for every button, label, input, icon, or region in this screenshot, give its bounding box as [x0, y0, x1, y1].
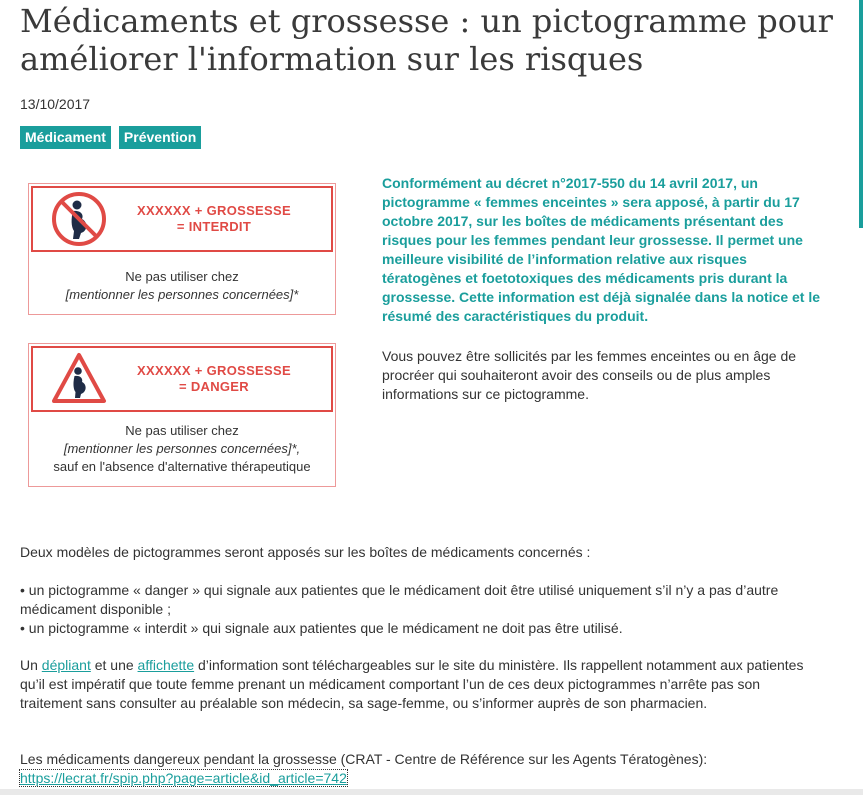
horizontal-scrollbar[interactable] — [0, 789, 863, 795]
text: Un — [20, 657, 42, 673]
pictogram-danger — [28, 343, 336, 487]
pictogram-text-line: [mentionner les personnes concernées]* — [65, 287, 299, 302]
text: d’information sont téléchargeables sur le site du ministère. Ils rappellent notamment aux patientes qu’il est impératif que toute femme prenant un médicament comportant l’un de ces deux pictogrammes n’arrête pas son traitement sans consulter au préalable son médecin, sa sage-femme, ou s’informer auprès de son pharmacien. — [20, 657, 804, 711]
warning-line: = INTERDIT — [176, 219, 252, 234]
bullet-list — [20, 581, 840, 638]
crat-link[interactable]: https://lecrat.fr/spip.php?page=article&id_article=742 — [20, 770, 347, 786]
solicit-paragraph: Vous pouvez être sollicités par les femmes enceintes ou en âge de procréer qui souhaiteront avoir des conseils ou de plus amples informations sur ce pictogramme. — [382, 348, 797, 402]
pictogram-interdit-text — [29, 254, 335, 314]
warning-line: = DANGER — [179, 379, 249, 394]
page-title: Médicaments et grossesse : un pictogramme pour améliorer l'information sur les risques — [20, 2, 833, 78]
pictogram-danger-header — [31, 346, 333, 412]
affichette-link[interactable]: affichette — [137, 657, 195, 673]
documents-paragraph — [20, 656, 820, 713]
pictogram-text-line: Ne pas utiliser chez — [125, 423, 239, 438]
list-item: • un pictogramme « danger » qui signale aux patientes que le médicament doit être utilisé uniquement s’il n’y a pas d’autre médicament disponible ; — [20, 582, 779, 617]
depliant-link[interactable]: dépliant — [41, 657, 91, 673]
tag-list — [20, 126, 201, 149]
crat-text: Les médicaments dangereux pendant la grossesse (CRAT - Centre de Référence sur les Agents Tératogènes): — [20, 751, 708, 767]
pictogram-danger-warning — [107, 363, 331, 395]
warning-line: XXXXXX + GROSSESSE — [137, 363, 291, 378]
text: et une — [90, 657, 138, 673]
models-paragraph: Deux modèles de pictogrammes seront apposés sur les boîtes de médicaments concernés : — [20, 544, 591, 560]
pictogram-interdit-header — [31, 186, 333, 252]
pregnant-woman-forbidden-icon — [51, 191, 107, 247]
tag-prevention[interactable]: Prévention — [119, 126, 201, 149]
pictogram-text-line: Ne pas utiliser chez — [125, 269, 239, 284]
pictogram-interdit-warning — [107, 203, 331, 235]
pictogram-interdit — [28, 183, 336, 315]
pictogram-danger-text — [29, 414, 335, 486]
crat-reference — [20, 750, 840, 788]
article-date: 13/10/2017 — [20, 96, 91, 112]
scrollbar-thumb[interactable] — [859, 0, 863, 228]
tag-medicament[interactable]: Médicament — [20, 126, 111, 149]
list-item: • un pictogramme « interdit » qui signale aux patientes que le médicament ne doit pas être utilisé. — [20, 620, 623, 636]
pictogram-text-line: [mentionner les personnes concernées]*, — [63, 441, 301, 456]
warning-line: XXXXXX + GROSSESSE — [137, 203, 291, 218]
pregnant-woman-warning-icon — [51, 351, 107, 407]
pictogram-text-line: sauf en l'absence d'alternative thérapeutique — [53, 459, 311, 474]
lead-paragraph: Conformément au décret n°2017-550 du 14 avril 2017, un pictogramme « femmes enceintes » sera apposé, à partir du 17 octobre 2017, sur les boîtes de médicaments présentant des risques pour les femmes pendant leur grossesse. Il permet une meilleure visibilité de l’information relative aux risques tératogènes et foetotoxiques des médicaments pris durant la grossesse. Cette information est déjà signalée dans la notice et le résumé des caractéristiques du produit. — [382, 175, 821, 324]
